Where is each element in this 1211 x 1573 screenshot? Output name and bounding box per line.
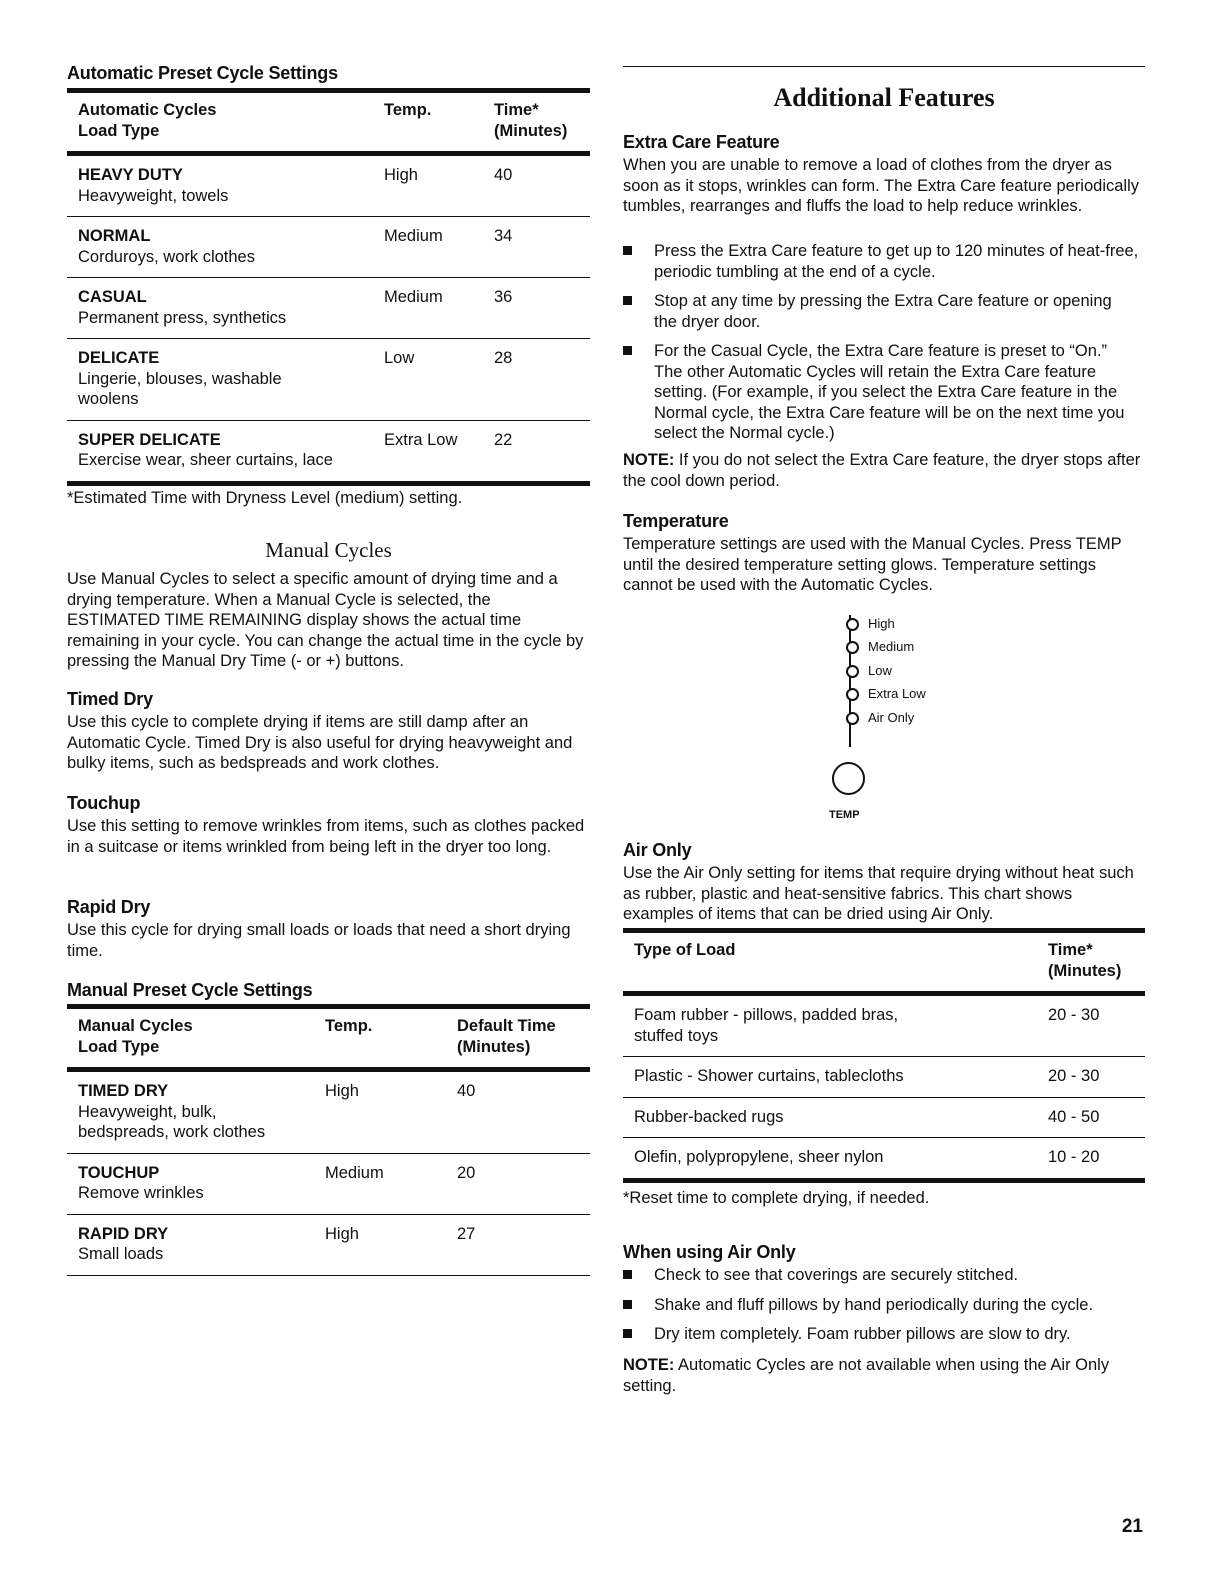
time-cell: 34 <box>494 227 513 245</box>
cycle-cell <box>78 1163 325 1204</box>
bullet-item <box>623 291 1139 332</box>
temp-cell: High <box>384 166 418 184</box>
table-row <box>623 996 1145 1057</box>
temp-button[interactable] <box>832 762 865 795</box>
temp-option-label: Low <box>868 662 892 678</box>
load-type: Exercise wear, sheer curtains, lace <box>78 451 333 469</box>
bullet-square-icon <box>623 1329 632 1338</box>
table-row <box>67 1154 590 1215</box>
page-title: Additional Features <box>773 83 995 112</box>
air-footnote: *Reset time to complete drying, if needed. <box>623 1189 930 1207</box>
cycle-name: HEAVY DUTY <box>78 166 183 184</box>
cycle-cell <box>78 1224 325 1265</box>
header-cycles: Manual Cycles Load Type <box>78 1017 193 1056</box>
when-air-only-title: When using Air Only <box>623 1242 796 1262</box>
temp-cell: High <box>325 1224 359 1243</box>
temp-option-label: Extra Low <box>868 686 926 702</box>
air-only-title: Air Only <box>623 840 692 860</box>
temp-option-label: Medium <box>868 639 915 655</box>
temp-cell: Low <box>384 349 415 367</box>
bullet-text: For the Casual Cycle, the Extra Care feature is preset to “On.” The other Automatic Cycles will retain the Extra Care feature setting. (For example, if you select the Extra Care feature in the Normal cycle, the Extra Care feature will be on the next time you select the Normal cycle.) <box>654 342 1125 442</box>
temp-option-label: High <box>868 615 895 631</box>
cycle-cell <box>78 165 384 206</box>
cycle-name: TIMED DRY <box>78 1082 169 1100</box>
temp-option <box>845 707 985 729</box>
load-cell: Olefin, polypropylene, sheer nylon <box>634 1148 884 1166</box>
cycle-name: SUPER DELICATE <box>78 430 221 449</box>
time-cell: 40 <box>494 166 513 184</box>
bullet-text: Press the Extra Care feature to get up to 120 minutes of heat-free, periodic tumbling at the end of a cycle. <box>654 242 1139 281</box>
bullet-square-icon <box>623 1300 632 1309</box>
temp-option <box>845 684 985 706</box>
bullet-item <box>623 1324 1143 1345</box>
air-only-text: Use the Air Only setting for items that require drying without heat such as rubber, plastic and heat-sensitive fabrics. This chart shows examples of items that can be dried using Air Only. <box>623 864 1134 923</box>
cycle-cell <box>78 1081 325 1143</box>
table-row <box>67 1215 590 1275</box>
cycle-cell <box>78 430 384 471</box>
table-header <box>67 93 590 151</box>
temp-option <box>845 637 985 659</box>
cycle-name: DELICATE <box>78 349 160 367</box>
extra-care-title: Extra Care Feature <box>623 132 780 152</box>
touchup-title: Touchup <box>67 793 141 813</box>
table-header <box>623 933 1145 991</box>
time-cell: 40 - 50 <box>1048 1107 1100 1126</box>
temp-button-label: TEMP <box>829 809 860 821</box>
temp-cell: Medium <box>384 227 443 245</box>
load-cell: Rubber-backed rugs <box>634 1107 784 1126</box>
timed-dry-text: Use this cycle to complete drying if items are still damp after an Automatic Cycle. Timed Dry is also useful for drying heavyweight and bulky items, such as bedspreads and work clothes. <box>67 713 573 772</box>
temp-option-label: Air Only <box>868 709 915 725</box>
air-only-bullets <box>623 1265 1143 1354</box>
manual-cycles-text: Use Manual Cycles to select a specific amount of drying time and a drying temperature. When a Manual Cycle is selected, the ESTIMATED TIME REMAINING display shows the actual time remaining in your cycle. You can change the actual time in the cycle by pressing the Manual Dry Time (- or +) buttons. <box>67 570 584 670</box>
header-time: Time* (Minutes) <box>494 101 568 140</box>
indicator-light-icon <box>846 688 859 701</box>
timed-dry-title: Timed Dry <box>67 689 153 709</box>
time-cell: 28 <box>494 349 513 367</box>
page-number: 21 <box>1121 1516 1143 1537</box>
load-type: Heavyweight, bulk, bedspreads, work clothes <box>78 1102 266 1141</box>
bullet-square-icon <box>623 246 632 255</box>
indicator-light-icon <box>846 665 859 678</box>
auto-footnote: *Estimated Time with Dryness Level (medium) setting. <box>67 489 463 507</box>
cycle-cell <box>78 287 384 328</box>
load-type: Corduroys, work clothes <box>78 247 255 266</box>
table-bottom-rule <box>67 481 590 486</box>
note-text: If you do not select the Extra Care feature, the dryer stops after the cool down period. <box>623 451 1141 490</box>
load-type: Small loads <box>78 1245 164 1263</box>
temp-cell: Medium <box>384 288 443 306</box>
indicator-light-icon <box>846 618 859 631</box>
extra-care-text: When you are unable to remove a load of clothes from the dryer as soon as it stops, wrinkles can form. The Extra Care feature periodically tumbles, rearranges and fluffs the load to help reduce wrinkles. <box>623 156 1140 215</box>
table-row <box>623 1057 1145 1098</box>
bullet-square-icon <box>623 1270 632 1279</box>
temp-cell: High <box>325 1082 359 1100</box>
bullet-square-icon <box>623 346 632 355</box>
time-cell: 10 - 20 <box>1048 1148 1100 1166</box>
time-cell: 20 <box>457 1163 476 1182</box>
header-cycles: Automatic Cycles Load Type <box>78 101 217 140</box>
temp-selector-diagram <box>829 609 985 824</box>
table-row <box>67 339 590 421</box>
note-label: NOTE: <box>623 1356 675 1374</box>
table-body <box>67 1072 590 1275</box>
table-row <box>67 1072 590 1154</box>
load-type: Heavyweight, towels <box>78 186 229 205</box>
touchup-text: Use this setting to remove wrinkles from items, such as clothes packed in a suitcase or items wrinkled from being left in the dryer too long. <box>67 817 585 856</box>
load-type: Lingerie, blouses, washable woolens <box>78 369 282 408</box>
table-row <box>67 217 590 278</box>
cycle-name: CASUAL <box>78 288 147 306</box>
temperature-title: Temperature <box>623 511 729 531</box>
cycle-name: RAPID DRY <box>78 1224 169 1243</box>
header-time: Time* (Minutes) <box>1048 941 1122 980</box>
cycle-cell <box>78 226 384 267</box>
time-cell: 36 <box>494 288 513 306</box>
temp-cell: Extra Low <box>384 430 458 449</box>
table-bottom-rule <box>67 1275 590 1276</box>
table-row <box>67 156 590 217</box>
temp-option <box>845 660 985 682</box>
table-body <box>623 996 1145 1178</box>
note-label: NOTE: <box>623 451 675 469</box>
bullet-text: Stop at any time by pressing the Extra Care feature or opening the dryer door. <box>654 292 1112 331</box>
temperature-text: Temperature settings are used with the Manual Cycles. Press TEMP until the desired temperature setting glows. Temperature settings cannot be used with the Automatic Cycles. <box>623 535 1122 594</box>
bullet-item <box>623 241 1139 282</box>
rapid-dry-text: Use this cycle for drying small loads or loads that need a short drying time. <box>67 921 571 960</box>
header-temp: Temp. <box>384 101 432 119</box>
header-time: Default Time (Minutes) <box>457 1017 556 1056</box>
bullet-square-icon <box>623 296 632 305</box>
table-bottom-rule <box>623 1178 1145 1183</box>
time-cell: 22 <box>494 430 513 449</box>
time-cell: 20 - 30 <box>1048 1067 1100 1085</box>
bullet-item <box>623 1295 1143 1316</box>
table-row <box>67 421 590 481</box>
table-row <box>67 278 590 339</box>
manual-section-title: Manual Preset Cycle Settings <box>67 980 313 1000</box>
title-rule <box>623 66 1145 67</box>
bullet-item <box>623 1265 1143 1286</box>
header-load: Type of Load <box>634 941 736 959</box>
extra-care-bullets <box>623 241 1139 453</box>
extra-care-note <box>623 450 1143 491</box>
cycle-name: NORMAL <box>78 227 151 245</box>
cycle-name: TOUCHUP <box>78 1163 160 1182</box>
table-row <box>623 1098 1145 1139</box>
manual-cycle-table <box>67 1004 590 1276</box>
rapid-dry-title: Rapid Dry <box>67 897 151 917</box>
bullet-text: Dry item completely. Foam rubber pillows are slow to dry. <box>654 1325 1071 1343</box>
bullet-text: Check to see that coverings are securely stitched. <box>654 1266 1019 1284</box>
bullet-item <box>623 341 1139 444</box>
time-cell: 20 - 30 <box>1048 1006 1100 1024</box>
temp-option <box>845 613 985 635</box>
time-cell: 27 <box>457 1224 476 1243</box>
note-text: Automatic Cycles are not available when using the Air Only setting. <box>623 1356 1110 1395</box>
temp-cell: Medium <box>325 1163 384 1182</box>
header-temp: Temp. <box>325 1017 373 1035</box>
load-type: Remove wrinkles <box>78 1184 204 1202</box>
air-only-note <box>623 1355 1143 1396</box>
load-type: Permanent press, synthetics <box>78 308 287 327</box>
load-cell: Plastic - Shower curtains, tablecloths <box>634 1067 904 1085</box>
auto-section-title: Automatic Preset Cycle Settings <box>67 63 338 83</box>
indicator-light-icon <box>846 712 859 725</box>
load-cell: Foam rubber - pillows, padded bras, stuffed toys <box>634 1006 899 1045</box>
table-row <box>623 1138 1145 1178</box>
cycle-cell <box>78 348 384 410</box>
manual-cycles-title: Manual Cycles <box>265 538 392 562</box>
indicator-light-icon <box>846 641 859 654</box>
table-header <box>67 1009 590 1067</box>
table-body <box>67 156 590 481</box>
time-cell: 40 <box>457 1082 476 1100</box>
auto-cycle-table <box>67 88 590 486</box>
air-only-table <box>623 928 1145 1183</box>
bullet-text: Shake and fluff pillows by hand periodically during the cycle. <box>654 1295 1094 1314</box>
